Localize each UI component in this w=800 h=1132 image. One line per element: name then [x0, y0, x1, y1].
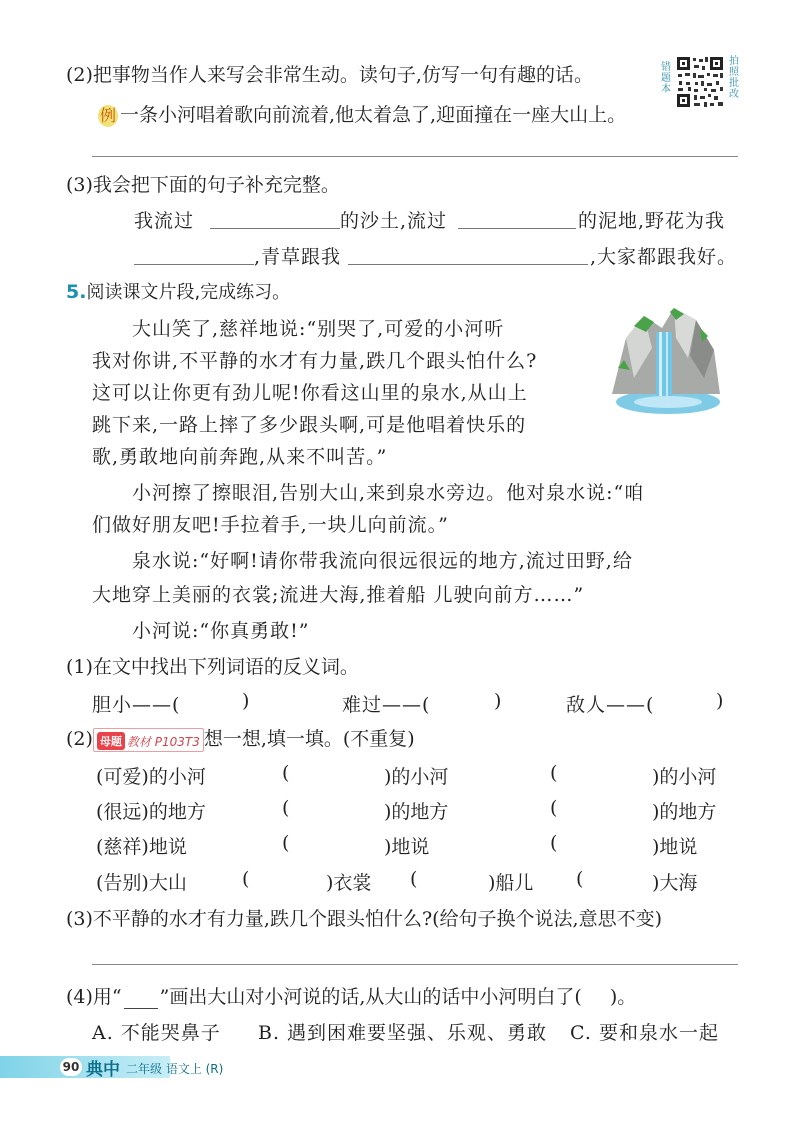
- s3-prompt: (3)不平静的水才有力量,跌几个跟头怕什么?(给句子换个说法,意思不变): [66, 908, 663, 930]
- blank-line[interactable]: [210, 228, 340, 229]
- qr-code-icon[interactable]: [676, 56, 724, 108]
- antonym-close: ): [716, 690, 725, 712]
- passage-line: 小河擦了擦眼泪,告别大山,来到泉水旁边。他对泉水说:“咱: [132, 482, 645, 504]
- qr-left-label: 错题本: [661, 62, 671, 95]
- section-5-heading: 5.阅读课文片段,完成练习。: [66, 281, 291, 303]
- passage-line: 们做好朋友吧!手拉着手,一块儿向前流。”: [92, 514, 449, 536]
- underline-mark: [124, 986, 158, 1009]
- brand-logo: 典中: [86, 1060, 120, 1080]
- passage-line: 歌,勇敢地向前奔跑,从来不叫苦。”: [92, 446, 388, 468]
- blank-line[interactable]: [134, 264, 254, 265]
- antonym-item: 难过——(: [342, 694, 431, 716]
- mountain-waterfall-illustration: [604, 298, 728, 418]
- q3-line2-a: ,青草跟我: [254, 246, 342, 268]
- qr-right-label: 拍照批改: [729, 56, 739, 100]
- option-a[interactable]: A. 不能哭鼻子: [92, 1022, 221, 1044]
- q2-example: 例 一条小河唱着歌向前流着,他太着急了,迎面撞在一座大山上。: [99, 104, 627, 126]
- grid-example: (告别)大山: [96, 872, 187, 894]
- grid-example: (很远)的地方: [96, 801, 206, 823]
- antonym-close: ): [242, 690, 251, 712]
- q3-line1-b: 的沙土,流过: [340, 210, 448, 232]
- q3-line2-b: ,大家都跟我好。: [590, 246, 738, 268]
- example-mark-icon: 例: [99, 106, 116, 125]
- q2-prompt: (2)把事物当作人来写会非常生动。读句子,仿写一句有趣的话。: [66, 64, 593, 86]
- q2-number: (2): [66, 64, 93, 86]
- passage-line: 大山笑了,慈祥地说:“别哭了,可爱的小河听: [132, 318, 505, 340]
- passage-line: 泉水说:“好啊!请你带我流向很远很远的地方,流过田野,给: [132, 550, 633, 572]
- answer-line[interactable]: [92, 156, 738, 157]
- antonym-close: ): [494, 690, 503, 712]
- grid-example: (慈祥)地说: [96, 836, 187, 858]
- passage-line: 大地穿上美丽的衣裳;流进大海,推着船 儿驶向前方……”: [92, 584, 585, 606]
- blank-line[interactable]: [348, 264, 588, 265]
- q3-prompt: (3)我会把下面的句子补充完整。: [66, 174, 340, 196]
- s1-prompt: (1)在文中找出下列词语的反义词。: [66, 656, 359, 678]
- textbook-ref-tag: 母题 教材 P103T3: [93, 728, 204, 752]
- q3-line1-a: 我流过: [134, 210, 195, 232]
- q3-line1-c: 的泥地,野花为我: [578, 210, 726, 232]
- passage-line: 我对你讲,不平静的水才有力量,跌几个跟头怕什么?: [92, 350, 538, 372]
- passage-line: 跳下来,一路上摔了多少跟头啊,可是他唱着快乐的: [92, 414, 527, 436]
- blank-line[interactable]: [458, 228, 576, 229]
- option-c[interactable]: C. 要和泉水一起: [570, 1022, 719, 1044]
- answer-line[interactable]: [92, 964, 738, 965]
- s4-prompt: (4)用“ ”画出大山对小河说的话,从大山的话中小河明白了( )。: [66, 986, 637, 1008]
- grade-label: 二年级 语文上 (R): [126, 1062, 224, 1076]
- grid-example: (可爱)的小河: [96, 766, 206, 788]
- antonym-item: 胆小——(: [92, 694, 181, 716]
- page-number: 90: [60, 1058, 82, 1076]
- passage-line: 小河说:“你真勇敢!”: [132, 620, 310, 642]
- passage-line: 这可以让你更有劲儿呢!你看这山里的泉水,从山上: [92, 382, 528, 404]
- s2-prompt: (2) 母题 教材 P103T3 想一想,填一填。(不重复): [66, 728, 415, 750]
- option-b[interactable]: B. 遇到困难要坚强、乐观、勇敢: [258, 1022, 548, 1044]
- antonym-item: 敌人——(: [566, 694, 655, 716]
